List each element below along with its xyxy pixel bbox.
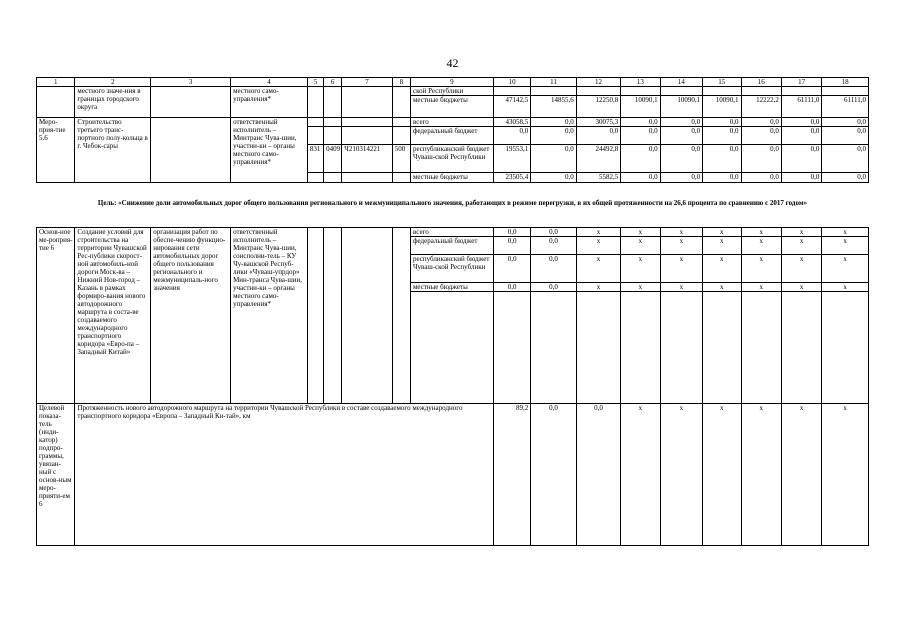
executor-cell: ответственный исполнитель – Минтранс Чува-шии, участни-ки – органы местного само-управления* [231,118,308,183]
value-cell: х [576,255,620,283]
value-cell: 30075,3 [576,118,620,127]
value-cell: 0,0 [781,145,821,173]
source-label: местные бюджеты [410,283,493,292]
value-cell: 0,0 [660,145,702,173]
value-cell: 0,0 [621,127,660,145]
col-num: 4 [231,78,308,87]
source-label: республиканский бюджет Чуваш-ской Республики [410,255,493,283]
col-num: 5 [307,78,323,87]
value-cell: х [660,228,702,237]
value-cell: 0,0 [531,118,576,127]
value-cell: 0,0 [531,404,576,546]
value-cell: 0,0 [531,228,576,237]
value-cell: 0,0 [703,173,741,183]
value-cell: 0,0 [531,145,576,173]
value-cell: 0,0 [741,145,781,173]
value-cell: 61111,0 [781,96,821,118]
col-num: 10 [493,78,530,87]
value-cell: х [822,255,869,283]
value-cell: х [660,283,702,292]
value-cell: 0,0 [493,255,530,283]
source-label: республиканский бюджет Чуваш-ской Республики [410,145,493,173]
value-cell: 0,0 [741,127,781,145]
value-cell: 0,0 [493,127,530,145]
value-cell: х [822,404,869,546]
budget-table-top [36,77,869,183]
measure-name: Строительство третьего транс-портного полу-кольца в г. Чебок-сары [75,118,151,183]
value-cell: 47142,5 [493,96,530,118]
value-cell: х [822,283,869,292]
value-cell: 23505,4 [493,173,530,183]
value-cell: х [621,237,660,255]
value-cell: 0,0 [576,127,620,145]
value-cell: х [703,404,741,546]
col-num: 9 [410,78,493,87]
value-cell: 0,0 [822,173,869,183]
value-cell: х [703,228,741,237]
column-number-row [37,78,869,87]
value-cell: 0,0 [621,145,660,173]
value-cell: х [822,228,869,237]
goal-heading: Цель: «Снижение доли автомобильных дорог общего пользования регионального и межмуниципального значения, работающих в режиме перегрузки, в их общей протяженности на 26,6 процента по сравнению с 2017 годом» [97,199,808,207]
col-num: 12 [576,78,620,87]
value-cell: х [741,228,781,237]
code-type: 500 [392,145,410,173]
task-cell: организация работ по обеспе-чению функцио-нирования сети автомобильных дорог общего пользования регионального и межмуниципаль-ного значения [151,228,231,404]
value-cell: х [781,404,821,546]
code-section: 0409 [324,145,342,173]
value-cell: 12222,2 [741,96,781,118]
col-num: 18 [822,78,869,87]
value-cell: х [576,283,620,292]
executor-cell: ответственный исполнитель – Минтранс Чува-шии, соисполни-тель – КУ Чу-вашской Респуб-лики «Чуваш-упрдор» Мин-транса Чува-шии, участни-ки – органы местного само-управления* [231,228,308,404]
value-cell: 0,0 [531,237,576,255]
value-cell: 0,0 [781,127,821,145]
value-cell: х [741,404,781,546]
value-cell: х [781,237,821,255]
measure-number: Основ-ное ме-роприя-тие 6 [37,228,75,404]
budget-table-bottom [36,227,869,546]
value-cell: 0,0 [621,173,660,183]
value-cell: 10090,1 [703,96,741,118]
measure-name: местного значе-ния в границах городского округа [75,87,151,118]
value-cell: х [703,255,741,283]
value-cell: 0,0 [741,118,781,127]
value-cell: х [703,237,741,255]
table-row [37,228,869,237]
value-cell: 43058,5 [493,118,530,127]
executor-cell: местного само-управления* [231,87,308,118]
value-cell: 0,0 [621,118,660,127]
indicator-label: Целевой показа-тель (инди-катор) подпро-граммы, увязан-ный с основ-ным меро-прияти-ем 6 [37,404,75,546]
col-num: 6 [324,78,342,87]
value-cell: х [781,228,821,237]
value-cell: 0,0 [781,118,821,127]
value-cell: х [781,283,821,292]
value-cell: 10090,1 [660,96,702,118]
value-cell: 14855,6 [531,96,576,118]
indicator-text: Протяженность нового автодорожного маршрута на территории Чувашской Республики в составе создаваемого международного транспортного коридора «Европа – Западный Ки-тай», км [75,404,493,546]
col-num: 14 [660,78,702,87]
source-label: всего [410,118,493,127]
value-cell: 5582,5 [576,173,620,183]
value-cell: 0,0 [703,118,741,127]
source-label: федеральный бюджет [410,237,493,255]
value-cell: 0,0 [822,118,869,127]
value-cell: 0,0 [781,173,821,183]
value-cell: 0,0 [741,173,781,183]
value-cell: 0,0 [660,127,702,145]
value-cell: 0,0 [531,283,576,292]
col-num: 2 [75,78,151,87]
page-number: 42 [446,56,459,70]
value-cell: х [781,255,821,283]
value-cell: х [703,283,741,292]
value-cell: х [621,404,660,546]
value-cell: 0,0 [703,145,741,173]
value-cell: 89,2 [493,404,530,546]
value-cell: х [576,237,620,255]
col-num: 3 [151,78,231,87]
value-cell: 0,0 [703,127,741,145]
value-cell: 0,0 [493,228,530,237]
value-cell: 0,0 [493,237,530,255]
value-cell: 0,0 [822,127,869,145]
value-cell: 10090,1 [621,96,660,118]
value-cell: 0,0 [660,173,702,183]
table-row [37,404,869,546]
table-row [37,118,869,127]
value-cell: х [741,237,781,255]
value-cell: 0,0 [576,404,620,546]
value-cell: х [660,404,702,546]
value-cell: х [741,255,781,283]
code-target: Ч210314221 [342,145,393,173]
value-cell: х [621,283,660,292]
value-cell: 0,0 [822,145,869,173]
col-num: 13 [621,78,660,87]
value-cell: 0,0 [660,118,702,127]
source-label: федеральный бюджет [410,127,493,145]
value-cell: 19553,1 [493,145,530,173]
measure-name: Создание условий для строительства на территории Чувашской Рес-публики скорост-ной автомобиль-ной дороги Моск-ва – Нижний Нов-город – Казань в рамках формиро-вания нового автодорожного маршрута в соста-ве создаваемого международного транспортного коридора «Евро-па – Западный Китай» [75,228,151,404]
source-label: ской Республики [410,87,493,96]
value-cell: х [660,255,702,283]
value-cell: х [576,228,620,237]
col-num: 17 [781,78,821,87]
code-grbs: 831 [307,145,323,173]
source-label: всего [410,228,493,237]
value-cell: 0,0 [493,283,530,292]
value-cell: 24492,8 [576,145,620,173]
col-num: 7 [342,78,393,87]
value-cell: 0,0 [531,173,576,183]
value-cell: х [621,228,660,237]
value-cell: 0,0 [531,255,576,283]
value-cell: 12250,8 [576,96,620,118]
source-label: местные бюджеты [410,173,493,183]
col-num: 15 [703,78,741,87]
value-cell: х [660,237,702,255]
value-cell: 61111,0 [822,96,869,118]
col-num: 11 [531,78,576,87]
value-cell: 0,0 [531,127,576,145]
table-row [37,87,869,96]
value-cell: х [621,255,660,283]
col-num: 8 [392,78,410,87]
source-label: местные бюджеты [410,96,493,118]
col-num: 1 [37,78,75,87]
col-num: 16 [741,78,781,87]
value-cell: х [822,237,869,255]
measure-number: Меро-прия-тие 5.6 [37,118,75,183]
value-cell: х [741,283,781,292]
